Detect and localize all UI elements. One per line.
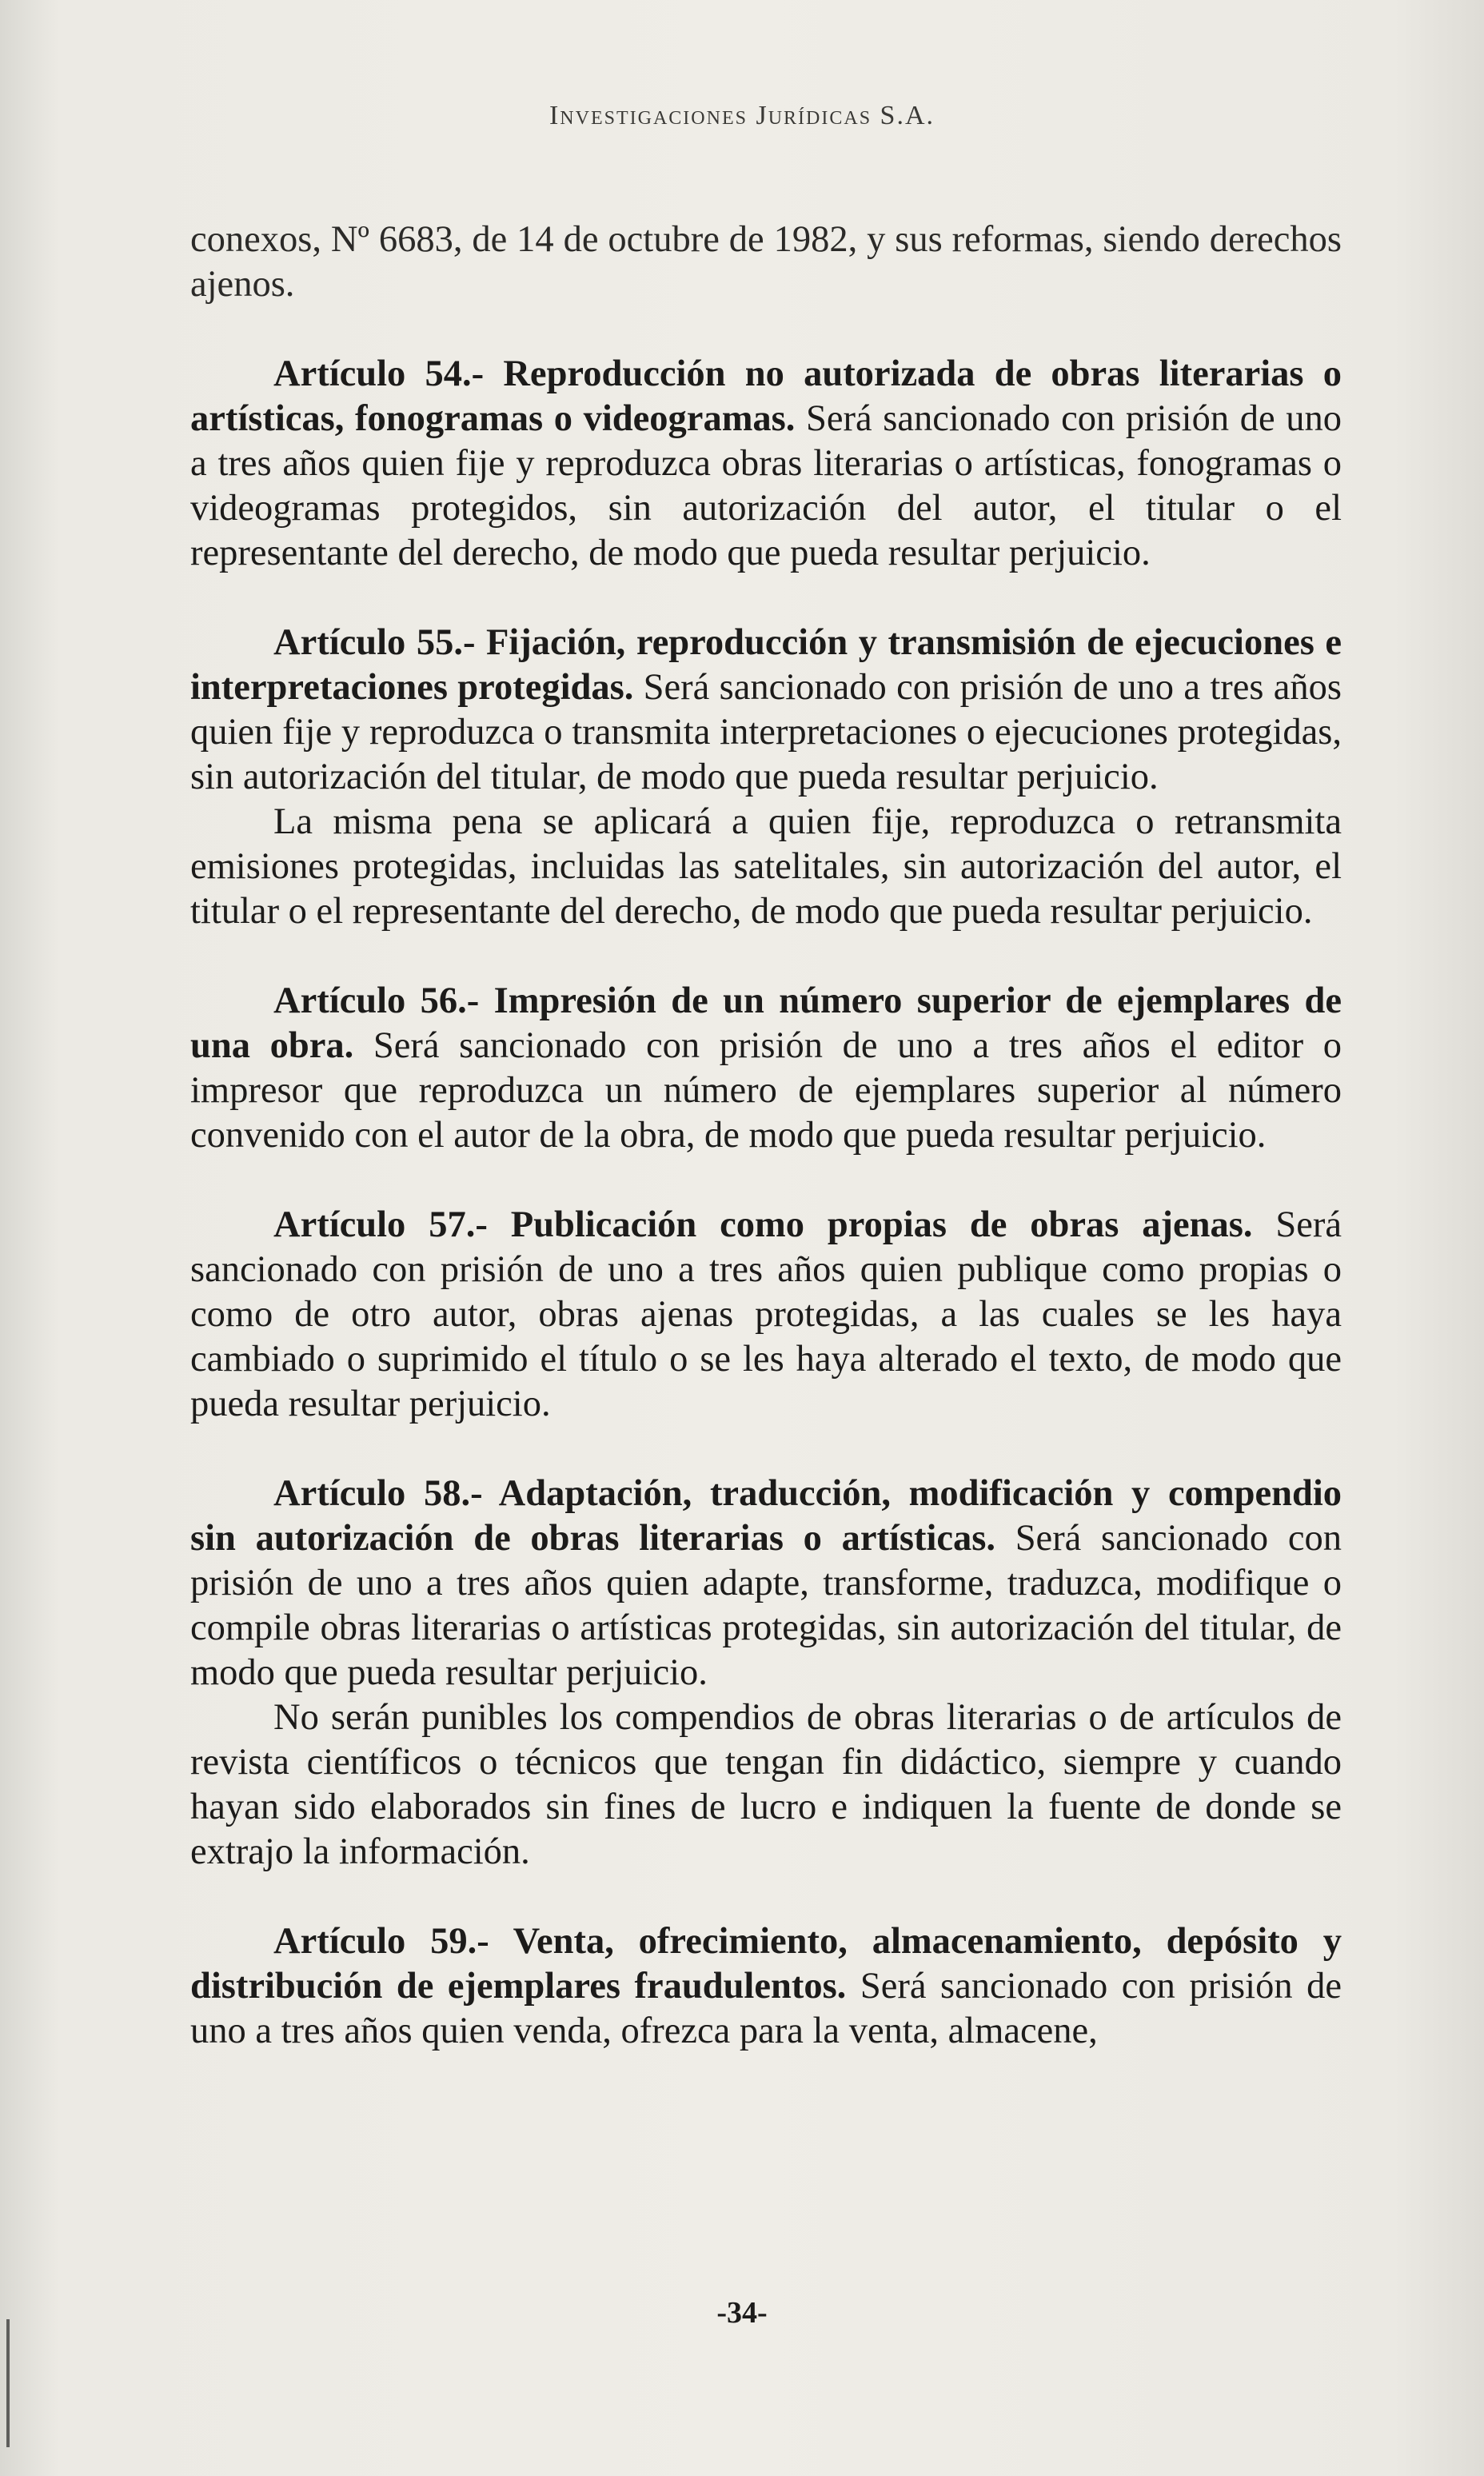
article-56-body: Será sancionado con prisión de uno a tres años el editor o impresor que reproduzca un número de ejemplares superior al número convenido con el autor de la obra, de modo que pueda resultar perjuicio.	[190, 1025, 1342, 1156]
page-body	[190, 218, 1342, 2054]
article-56-title: Artículo 56.- Impresión de un número superior de ejemplares de una obra.	[190, 980, 1342, 1066]
article-56	[190, 979, 1342, 1158]
article-55-title: Artículo 55.- Fijación, reproducción y transmisión de ejecuciones e interpretaciones protegidas.	[190, 622, 1342, 708]
article-55	[190, 621, 1342, 800]
page-number: -34-	[716, 2296, 768, 2330]
article-55-body: Será sancionado con prisión de uno a tres años quien fije y reproduzca o transmita interpretaciones o ejecuciones protegidas, sin autorización del titular, de modo que pueda resultar perjuicio.	[190, 667, 1342, 797]
article-58	[190, 1472, 1342, 1695]
article-54-title: Artículo 54.- Reproducción no autorizada de obras literarias o artísticas, fonogramas o videogramas.	[190, 353, 1342, 439]
article-58-paragraph-2: No serán punibles los compendios de obras literarias o de artículos de revista científicos o técnicos que tengan fin didáctico, siempre y cuando hayan sido elaborados sin fines de lucro e indiquen la fuente de donde se extrajo la información.	[190, 1697, 1342, 1872]
article-57-body: Será sancionado con prisión de uno a tres años quien publique como propias o como de otro autor, obras ajenas protegidas, a las cuales se les haya cambiado o suprimido el título o se les haya alterado el texto, de modo que pueda resultar perjuicio.	[190, 1204, 1342, 1424]
article-54	[190, 352, 1342, 576]
article-57-title: Artículo 57.- Publicación como propias de obras ajenas.	[273, 1204, 1253, 1245]
article-59-body: Será sancionado con prisión de uno a tres años quien venda, ofrezca para la venta, almacene,	[190, 1966, 1342, 2051]
continuation-paragraph: conexos, Nº 6683, de 14 de octubre de 1982, y sus reformas, siendo derechos ajenos.	[190, 219, 1342, 305]
article-58-body: Será sancionado con prisión de uno a tres años quien adapte, transforme, traduzca, modifique o compile obras literarias o artísticas protegidas, sin autorización del titular, de modo que pueda resultar perjuicio.	[190, 1518, 1342, 1693]
article-58-title: Artículo 58.- Adaptación, traducción, modificación y compendio sin autorización de obras literarias o artísticas.	[190, 1473, 1342, 1559]
margin-shadow	[6, 2319, 10, 2447]
article-59	[190, 1919, 1342, 2054]
article-57	[190, 1203, 1342, 1427]
article-55-paragraph-2: La misma pena se aplicará a quien fije, reproduzca o retransmita emisiones protegidas, incluidas las satelitales, sin autorización del autor, el titular o el representante del derecho, de modo que pueda resultar perjuicio.	[190, 801, 1342, 932]
running-header: Investigaciones Jurídicas S.A.	[549, 101, 935, 130]
article-54-body: Será sancionado con prisión de uno a tres años quien fije y reproduzca obras literarias o artísticas, fonogramas o videogramas protegidos, sin autorización del autor, el titular o el representante del derecho, de modo que pueda resultar perjuicio.	[190, 398, 1342, 573]
article-59-title: Artículo 59.- Venta, ofrecimiento, almacenamiento, depósito y distribución de ejemplares fraudulentos.	[190, 1921, 1342, 2007]
